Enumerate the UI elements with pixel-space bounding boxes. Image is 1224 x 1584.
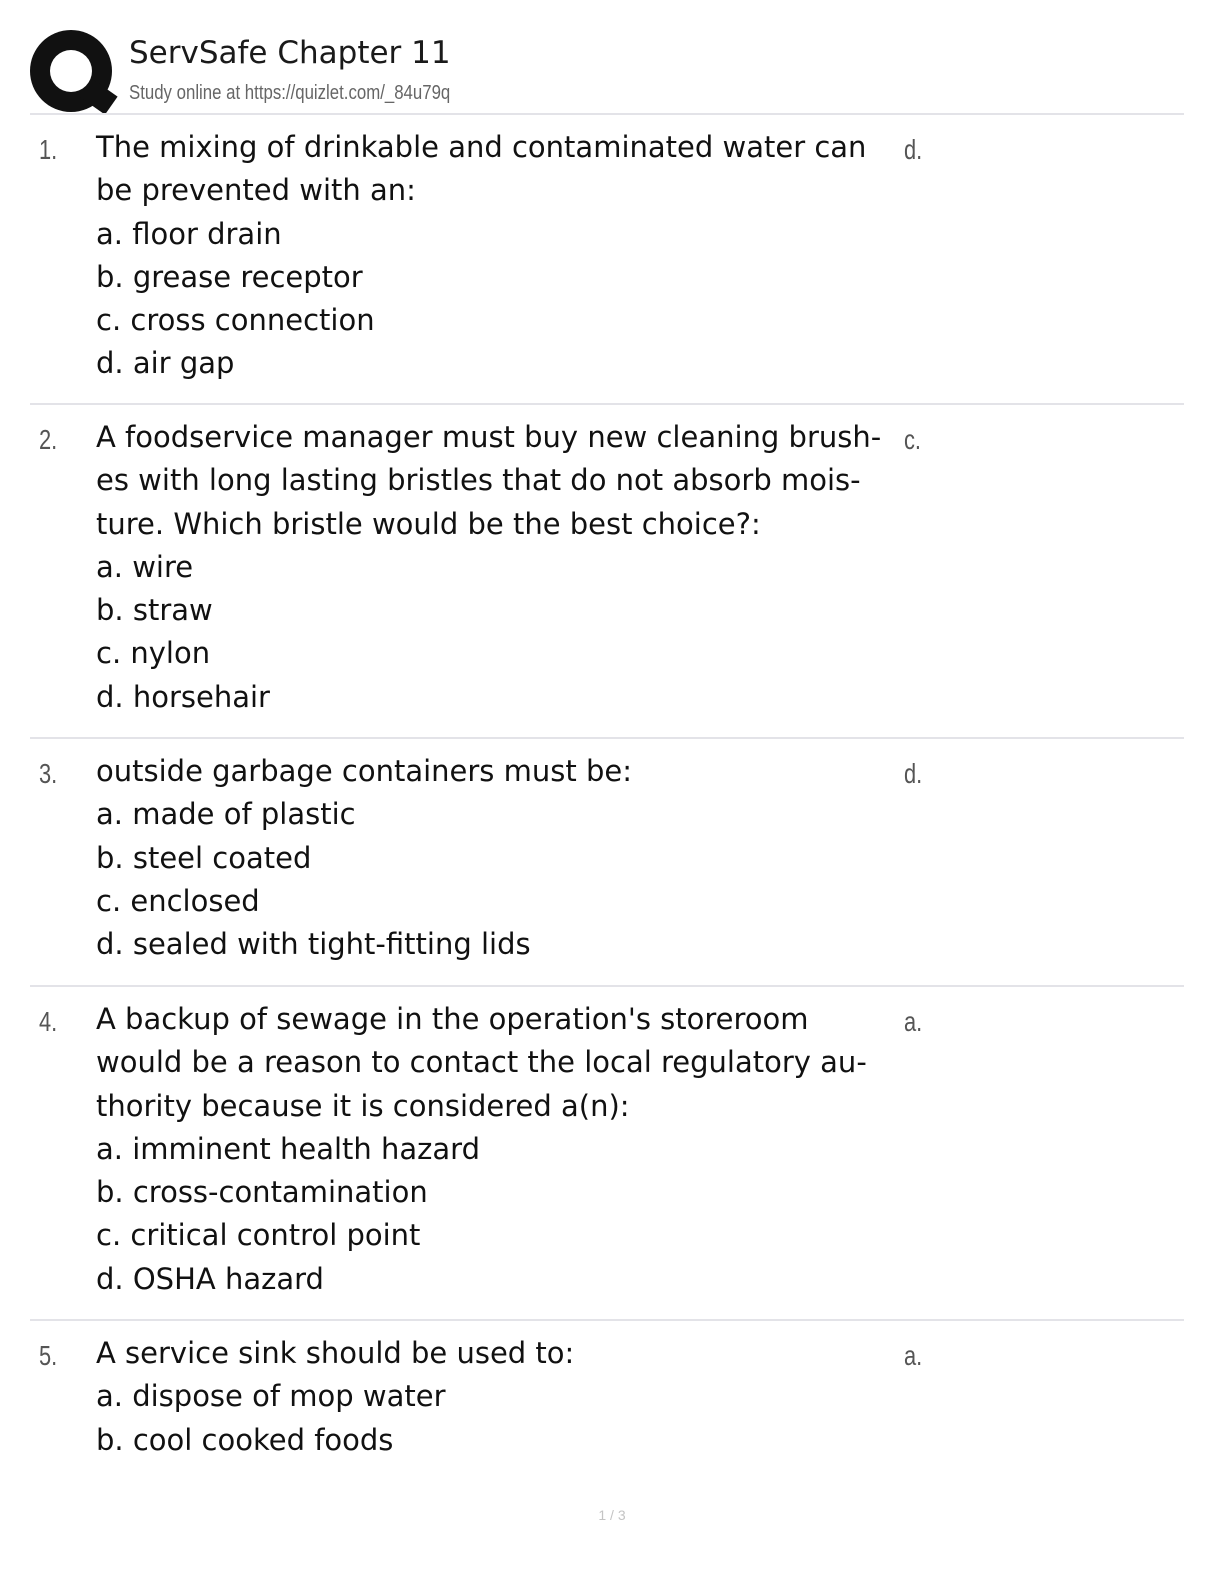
question-body: [96, 998, 896, 1301]
question-body: [96, 750, 896, 966]
question-number: 2.: [39, 424, 58, 455]
answer-option: d. OSHA hazard: [96, 1261, 324, 1296]
answer-option: a. dispose of mop water: [96, 1379, 446, 1414]
question-card-1: [30, 115, 1184, 405]
answer-option: c. enclosed: [96, 883, 260, 918]
correct-answer: d.: [904, 134, 923, 165]
answer-option: c. nylon: [96, 636, 211, 671]
question-text-line: es with long lasting bristles that do not absorb mois-: [96, 463, 861, 498]
answer-option: b. steel coated: [96, 840, 312, 875]
question-number: 1.: [39, 134, 58, 165]
question-text-line: The mixing of drinkable and contaminated water can: [96, 130, 867, 164]
question-text-line: outside garbage containers must be:: [96, 754, 632, 788]
question-number: 3.: [39, 758, 58, 789]
answer-option: b. straw: [96, 593, 213, 628]
answer-option: a. made of plastic: [96, 797, 356, 832]
question-body: [96, 126, 896, 386]
question-text-line: would be a reason to contact the local regulatory au-: [96, 1045, 867, 1080]
answer-option: b. cross-contamination: [96, 1175, 428, 1210]
answer-option: c. cross connection: [96, 303, 375, 338]
question-text-line: A service sink should be used to:: [96, 1336, 575, 1370]
question-card-2: [30, 405, 1184, 739]
answer-option: a. floor drain: [96, 216, 282, 251]
answer-option: a. imminent health hazard: [96, 1131, 480, 1166]
question-text-line: ture. Which bristle would be the best choice?:: [96, 506, 761, 541]
question-text-line: A foodservice manager must buy new cleaning brush-: [96, 420, 882, 454]
answer-option: c. critical control point: [96, 1218, 421, 1253]
answer-option: d. air gap: [96, 346, 235, 381]
question-text-line: thority because it is considered a(n):: [96, 1088, 630, 1123]
answer-option: d. sealed with tight-fitting lids: [96, 927, 531, 962]
question-body: [96, 416, 896, 719]
answer-option: d. horsehair: [96, 679, 270, 714]
correct-answer: c.: [904, 424, 921, 455]
page-number: 1 / 3: [598, 1507, 626, 1523]
question-body: [96, 1332, 896, 1462]
question-text-line: be prevented with an:: [96, 173, 416, 208]
question-text-line: A backup of sewage in the operation's storeroom: [96, 1002, 809, 1036]
correct-answer: a.: [904, 1340, 923, 1371]
question-number: 5.: [39, 1340, 58, 1371]
question-card-5: [30, 1321, 1184, 1481]
answer-option: b. cool cooked foods: [96, 1422, 394, 1457]
correct-answer: a.: [904, 1006, 923, 1037]
question-number: 4.: [39, 1006, 58, 1037]
page-title: ServSafe Chapter 11: [129, 35, 451, 71]
study-online-link[interactable]: Study online at https://quizlet.com/_84u79q: [129, 82, 451, 104]
answer-option: a. wire: [96, 549, 194, 584]
quizlet-logo-icon: [30, 30, 112, 112]
question-card-3: [30, 739, 1184, 987]
question-card-4: [30, 987, 1184, 1321]
page-header: [30, 28, 1184, 114]
answer-option: b. grease receptor: [96, 259, 363, 294]
question-list: [30, 115, 1184, 1481]
correct-answer: d.: [904, 758, 923, 789]
